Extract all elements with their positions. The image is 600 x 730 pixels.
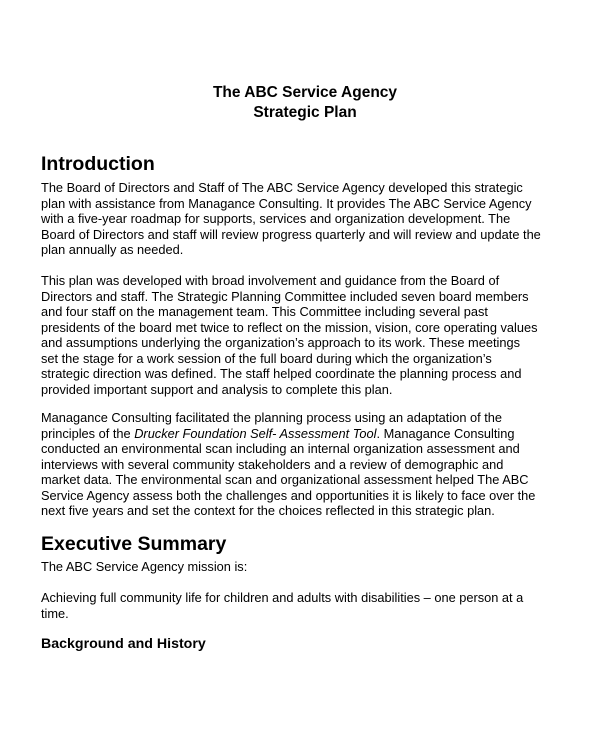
paragraph-line: The Board of Directors and Staff of The ABC Service Agency developed this strategic xyxy=(41,180,523,195)
paragraph-line xyxy=(41,426,571,442)
paragraph-line: set the stage for a work session of the full board during which the organization’s xyxy=(41,350,492,366)
paragraph-line: This plan was developed with broad involvement and guidance from the Board of xyxy=(41,273,500,288)
paragraph-line: and four staff on the management team. This Committee including several past xyxy=(41,304,488,319)
paragraph-line: plan with assistance from Managance Consulting. It provides The ABC Service Agency xyxy=(41,195,532,211)
text-run: principles of the xyxy=(41,425,135,441)
executive-summary-heading: Executive Summary xyxy=(41,533,227,555)
background-history-heading: Background and History xyxy=(41,636,206,652)
paragraph-line: strategic direction was defined. The staff helped coordinate the planning process and xyxy=(41,366,522,381)
mission-intro xyxy=(41,559,571,575)
paragraph-line: and assumptions underlying the organization’s approach to its work. These meetings xyxy=(41,335,520,350)
paragraph-line: plan annually as needed. xyxy=(41,242,184,257)
paragraph-line: interviews with several community stakeholders and a review of demographic and xyxy=(41,456,504,472)
paragraph-line: The ABC Service Agency mission is: xyxy=(41,559,248,574)
title-line-1: The ABC Service Agency xyxy=(212,84,398,101)
paragraph-line: Board of Directors and staff will review progress quarterly and will review and update the xyxy=(41,226,541,242)
paragraph-line: provided important support and analysis to complete this plan. xyxy=(41,381,393,397)
introduction-paragraph-3 xyxy=(41,410,571,519)
introduction-paragraph-2 xyxy=(41,273,571,397)
introduction-heading: Introduction xyxy=(41,153,155,175)
paragraph-line: with a five-year roadmap for supports, services and organization development. The xyxy=(41,211,511,226)
title-line-2: Strategic Plan xyxy=(253,104,357,121)
paragraph-line: conducted an environmental scan including an internal organization assessment and xyxy=(41,441,520,456)
mission-statement xyxy=(41,590,571,621)
paragraph-line: Directors and staff. The Strategic Planning Committee included seven board members xyxy=(41,288,529,304)
introduction-paragraph-1 xyxy=(41,180,571,258)
paragraph-line: Service Agency assess both the challenges and opportunities it is likely to face over the xyxy=(41,487,536,503)
paragraph-line: market data. The environmental scan and organizational assessment helped The ABC xyxy=(41,472,529,487)
text-run: . Managance Consulting xyxy=(376,425,515,441)
paragraph-line: Managance Consulting facilitated the planning process using an adaptation of the xyxy=(41,410,503,425)
document-title xyxy=(0,83,600,123)
drucker-tool-title: Drucker Foundation Self- Assessment Tool xyxy=(134,425,377,441)
paragraph-line: next five years and set the context for the choices reflected in this strategic plan. xyxy=(41,503,495,518)
paragraph-line: Achieving full community life for children and adults with disabilities – one person at a xyxy=(41,590,524,605)
paragraph-line: presidents of the board met twice to reflect on the mission, vision, core operating values xyxy=(41,319,538,335)
paragraph-line: time. xyxy=(41,605,69,621)
